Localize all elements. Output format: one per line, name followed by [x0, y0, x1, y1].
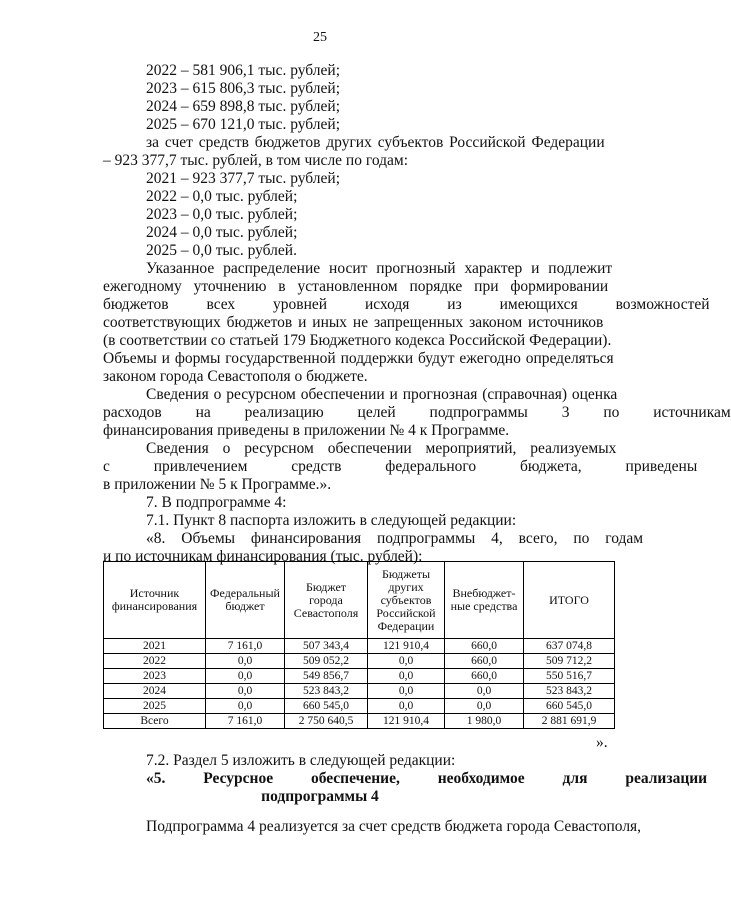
table-row	[104, 699, 615, 714]
last-paragraph: Подпрограмма 4 реализуется за счет средств бюджета города Севастополя,	[146, 818, 642, 835]
forecast-line: соответствующих бюджетов и иных не запрещенных законом источников	[103, 314, 604, 331]
cell: 2 750 640,5	[285, 714, 368, 729]
cell: 0,0	[445, 684, 524, 699]
cell: 660,0	[445, 654, 524, 669]
year-line: 2023 – 0,0 тыс. рублей;	[146, 206, 298, 223]
cell: 1 980,0	[445, 714, 524, 729]
year-line: 2024 – 0,0 тыс. рублей;	[146, 224, 298, 241]
year-line: 2024 – 659 898,8 тыс. рублей;	[146, 98, 340, 115]
table-close-quote: ».	[596, 734, 608, 751]
cell: 2023	[104, 669, 206, 684]
cell: 523 843,2	[285, 684, 368, 699]
cell: 121 910,4	[368, 714, 445, 729]
cell: 7 161,0	[206, 714, 285, 729]
cell: 660,0	[445, 669, 524, 684]
resource3-line: финансирования приведены в приложении № 4 к Программе.	[103, 422, 510, 439]
cell: 549 856,7	[285, 669, 368, 684]
cell: 2 881 691,9	[524, 714, 615, 729]
table-row	[104, 669, 615, 684]
cell: 0,0	[368, 684, 445, 699]
resource5-line: с привлечением средств федерального бюджета, приведены	[103, 458, 698, 475]
year-line: 2025 – 0,0 тыс. рублей.	[146, 242, 297, 259]
cell: 0,0	[206, 669, 285, 684]
financing-table	[103, 561, 615, 729]
header-source: Источник финансирования	[104, 562, 206, 639]
cell: 2022	[104, 654, 206, 669]
section5-title-line1: «5. Ресурсное обеспечение, необходимое для реализации	[146, 770, 708, 787]
year-line: 2022 – 0,0 тыс. рублей;	[146, 188, 298, 205]
cell: 660 545,0	[524, 699, 615, 714]
cell: 2025	[104, 699, 206, 714]
cell: 0,0	[368, 669, 445, 684]
cell: 0,0	[206, 699, 285, 714]
year-line: 2021 – 923 377,7 тыс. рублей;	[146, 170, 340, 187]
resource3-line: Сведения о ресурсном обеспечении и прогнозная (справочная) оценка	[146, 386, 618, 403]
header-federal: Федеральный бюджет	[206, 562, 285, 639]
forecast-line: Указанное распределение носит прогнозный характер и подлежит	[146, 260, 613, 277]
cell: 660,0	[445, 639, 524, 654]
table-header-row	[104, 562, 615, 639]
item-8-line2: и по источникам финансирования (тыс. рублей):	[103, 548, 423, 565]
cell: 637 074,8	[524, 639, 615, 654]
cell: Всего	[104, 714, 206, 729]
table-row	[104, 654, 615, 669]
header-other-subjects: Бюджеты других субъектов Российской Федерации	[368, 562, 445, 639]
forecast-line: (в соответствии со статьей 179 Бюджетного кодекса Российской Федерации).	[103, 332, 612, 349]
cell: 2021	[104, 639, 206, 654]
table-row	[104, 639, 615, 654]
cell: 0,0	[368, 654, 445, 669]
header-extrabudgetary: Внебюджет-ные средства	[445, 562, 524, 639]
cell: 660 545,0	[285, 699, 368, 714]
cell: 0,0	[206, 684, 285, 699]
other-budgets-line1	[146, 134, 616, 152]
forecast-line: ежегодному уточнению в установленном порядке при формировании	[103, 278, 609, 295]
cell: 7 161,0	[206, 639, 285, 654]
item-7-2: 7.2. Раздел 5 изложить в следующей редакции:	[146, 752, 456, 769]
year-line: 2022 – 581 906,1 тыс. рублей;	[146, 62, 340, 79]
other-budgets-line2: – 923 377,7 тыс. рублей, в том числе по годам:	[103, 152, 409, 169]
section5-title-line2: подпрограммы 4	[261, 788, 379, 805]
cell: 550 516,7	[524, 669, 615, 684]
cell: 523 843,2	[524, 684, 615, 699]
cell: 0,0	[206, 654, 285, 669]
forecast-line: законом города Севастополя о бюджете.	[103, 368, 368, 385]
cell: 507 343,4	[285, 639, 368, 654]
page-number: 25	[313, 30, 327, 45]
table-row-total	[104, 714, 615, 729]
cell: 0,0	[368, 699, 445, 714]
cell: 2024	[104, 684, 206, 699]
cell: 509 052,2	[285, 654, 368, 669]
item-7-1: 7.1. Пункт 8 паспорта изложить в следующей редакции:	[146, 512, 517, 529]
cell: 509 712,2	[524, 654, 615, 669]
header-sevastopol: Бюджет города Севастополя	[285, 562, 368, 639]
resource3-line: расходов на реализацию целей подпрограммы 3 по источникам	[103, 404, 731, 421]
year-line: 2025 – 670 121,0 тыс. рублей;	[146, 116, 340, 133]
header-total: ИТОГО	[524, 562, 615, 639]
forecast-line: бюджетов всех уровней исходя из имеющихся возможностей	[103, 296, 710, 313]
cell: 0,0	[445, 699, 524, 714]
resource5-line: в приложении № 5 к Программе.».	[103, 476, 332, 493]
year-line: 2023 – 615 806,3 тыс. рублей;	[146, 80, 340, 97]
cell: 121 910,4	[368, 639, 445, 654]
other-budgets-text: за счет средств бюджетов других субъектов Российской Федерации	[146, 134, 605, 151]
forecast-line: Объемы и формы государственной поддержки будут ежегодно определяться	[103, 350, 614, 367]
item-8-line1: «8. Объемы финансирования подпрограммы 4, всего, по годам	[146, 530, 644, 547]
resource5-line: Сведения о ресурсном обеспечении мероприятий, реализуемых	[146, 440, 617, 457]
item-7: 7. В подпрограмме 4:	[146, 494, 287, 511]
table-row	[104, 684, 615, 699]
